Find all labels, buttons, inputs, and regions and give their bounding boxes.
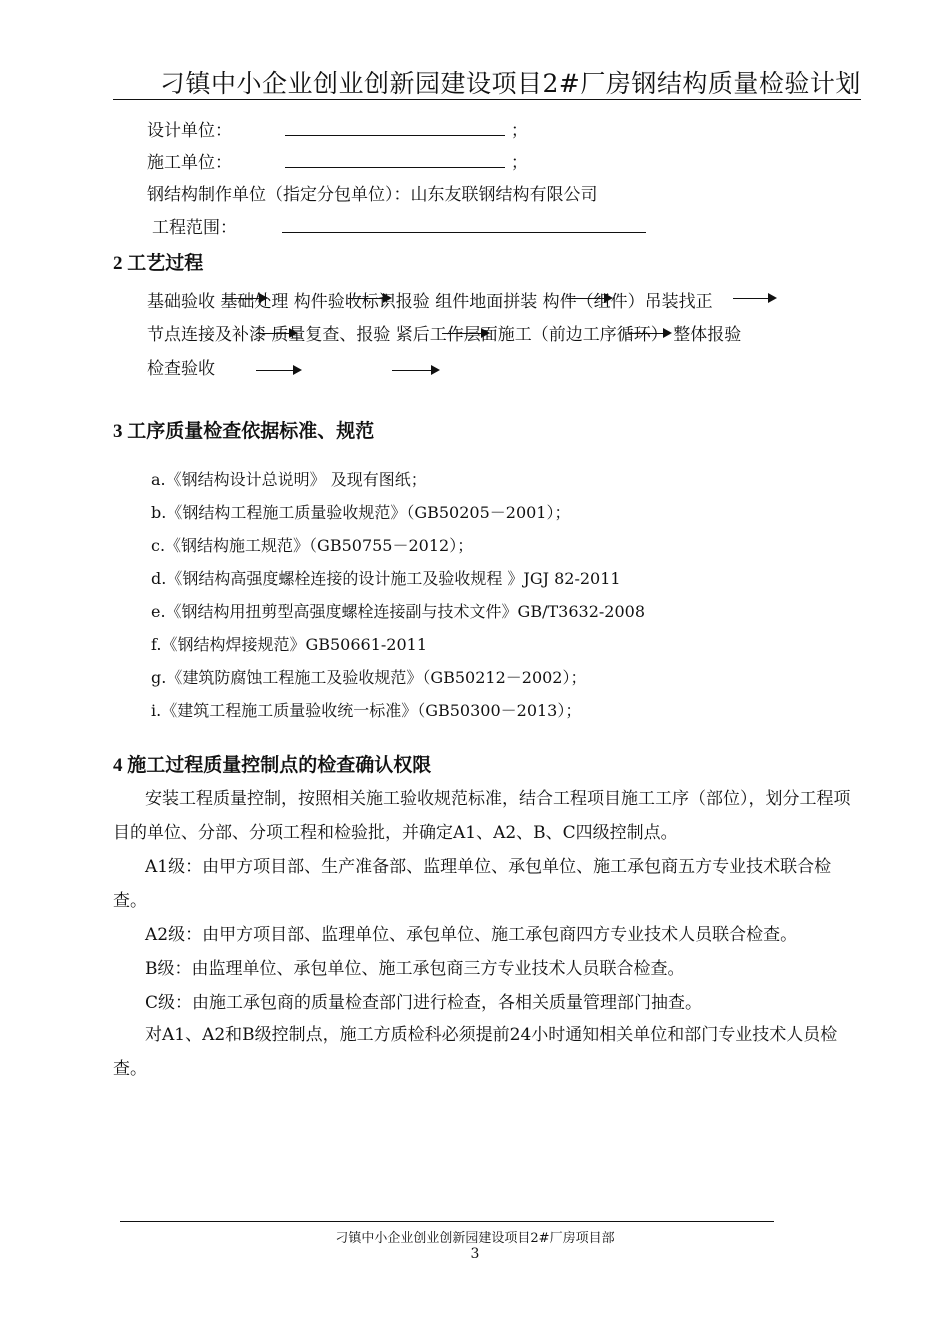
standard-item-d: d.《钢结构高强度螺栓连接的设计施工及验收规程 》JGJ 82-2011 [151, 569, 621, 588]
standard-item-a: a.《钢结构设计总说明》 及现有图纸； [151, 470, 427, 489]
scope-row [152, 213, 646, 238]
construction-unit-row [147, 148, 528, 173]
standard-item-c: c.《钢结构施工规范》（GB50755－2012）； [151, 536, 474, 555]
flow-arrow-8 [256, 370, 300, 371]
flow-arrow-9 [392, 370, 438, 371]
construction-unit-suffix: ； [510, 153, 528, 173]
design-unit-row [147, 116, 528, 141]
footer-rule [120, 1221, 774, 1222]
section-3-heading: 3 工序质量检查依据标准、规范 [113, 421, 375, 442]
flow-arrow-1 [222, 298, 266, 299]
page-number: 3 [470, 1246, 480, 1262]
construction-unit-blank [285, 166, 505, 168]
fabricator-row: 钢结构制作单位（指定分包单位）：山东友联钢结构有限公司 [147, 185, 598, 205]
standard-item-i: i.《建筑工程施工质量验收统一标准》（GB50300－2013）； [151, 701, 582, 720]
page-header-title: 刁镇中小企业创业创新园建设项目2#厂房钢结构质量检验计划 [160, 69, 861, 98]
control-intro-paragraph: 安装工程质量控制，按照相关施工验收规范标准，结合工程项目施工工序（部位），划分工程项目的单位、分部、分项工程和检验批，并确定A1、A2、B、C四级控制点。 [113, 789, 851, 843]
control-level-c: C级：由施工承包商的质量检查部门进行检查，各相关质量管理部门抽查。 [145, 993, 703, 1013]
section-4-heading: 4 施工过程质量控制点的检查确认权限 [113, 755, 432, 776]
flow-arrow-2 [348, 298, 390, 299]
design-unit-suffix: ； [510, 121, 528, 141]
flow-arrow-3 [567, 298, 611, 299]
standard-item-b: b.《钢结构工程施工质量验收规范》（GB50205－2001）； [151, 503, 571, 522]
design-unit-label: 设计单位： [147, 121, 232, 141]
scope-blank [282, 231, 646, 233]
standard-item-f: f.《钢结构焊接规范》GB50661-2011 [151, 635, 428, 654]
notification-paragraph: 对A1、A2和B级控制点，施工方质检科必须提前24小时通知相关单位和部门专业技术人员检查。 [113, 1025, 838, 1079]
process-line-3: 检查验收 [147, 359, 215, 379]
flow-arrow-7 [628, 333, 670, 334]
flow-arrow-4 [733, 298, 775, 299]
design-unit-blank [285, 134, 505, 136]
scope-label: 工程范围： [152, 218, 237, 238]
construction-unit-label: 施工单位： [147, 153, 232, 173]
control-level-a2: A2级：由甲方项目部、监理单位、承包单位、施工承包商四方专业技术人员联合检查。 [145, 925, 798, 945]
standard-item-g: g.《建筑防腐蚀工程施工及验收规范》（GB50212－2002）； [151, 668, 587, 687]
flow-arrow-5 [256, 333, 296, 334]
header-rule [113, 99, 861, 100]
page-footer-text: 刁镇中小企业创业创新园建设项目2#厂房项目部 [335, 1231, 615, 1246]
process-line-2: 节点连接及补漆 质量复查、报验 紧后工作层面施工（前边工序循环） 整体报验 [147, 325, 742, 345]
control-level-a1: A1级：由甲方项目部、生产准备部、监理单位、承包单位、施工承包商五方专业技术联合检查。 [113, 857, 832, 911]
section-2-heading: 2 工艺过程 [113, 253, 204, 274]
process-line-1: 基础验收 基础处理 构件验收标识报验 组件地面拼装 构件（组件）吊装找正 [147, 292, 713, 312]
control-level-b: B级：由监理单位、承包单位、施工承包商三方专业技术人员联合检查。 [145, 959, 685, 979]
standard-item-e: e.《钢结构用扭剪型高强度螺栓连接副与技术文件》GB/T3632-2008 [151, 602, 646, 621]
flow-arrow-6 [442, 333, 488, 334]
